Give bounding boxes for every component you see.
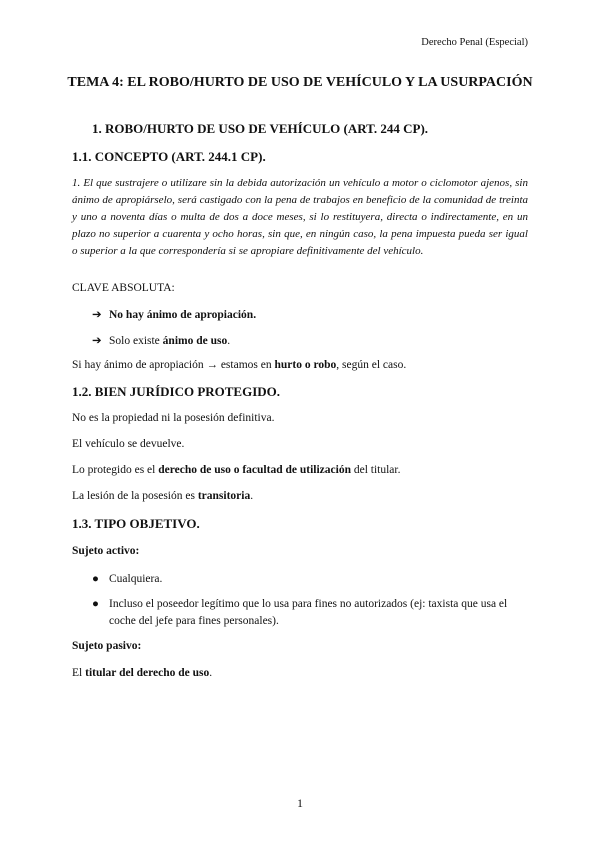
bullet-list-item: ● Cualquiera. [92, 571, 532, 588]
concepto-heading: 1.1. CONCEPTO (ART. 244.1 CP). [72, 149, 266, 164]
paragraph: El titular del derecho de uso. [72, 667, 213, 679]
running-header: Derecho Penal (Especial) [421, 37, 528, 48]
bien-juridico-heading: 1.2. BIEN JURÍDICO PROTEGIDO. [72, 384, 281, 399]
document-title: TEMA 4: EL ROBO/HURTO DE USO DE VEHÍCULO Y LA USURPACIÓN [67, 75, 533, 90]
arrow-list-item: ➔ Solo existe ánimo de uso. [92, 335, 231, 347]
arrow-list-item [92, 307, 256, 321]
clave-label: CLAVE ABSOLUTA: [72, 282, 175, 294]
bullet-list-item: ● Incluso el poseedor legítimo que lo usa para fines no autorizados (ej: taxista que usa el coche del jefe para fines personales). [92, 598, 508, 627]
tipo-objetivo-heading: 1.3. TIPO OBJETIVO. [72, 516, 200, 531]
arrow-right-icon: ➔ [92, 309, 102, 321]
arrow-right-icon: ➔ [92, 335, 102, 347]
sujeto-activo-label: Sujeto activo: [72, 545, 140, 557]
bullet-icon: ● [92, 598, 99, 610]
article-quote: 1. El que sustrajere o utilizare sin la debida autorización un vehículo a motor o ciclomotor ajenos, sin ánimo de apropiárselo, será castigado con la pena de trabajos en beneficio de la comunidad de treinta y uno a noventa días o multa de dos a doce meses, si lo restituyera, directa o indirectamente, en un plazo no superior a cuarenta y ocho horas, sin que, en ningún caso, la pena impuesta pueda ser igual o superior a la que correspondería si se apropiare definitivamente del vehículo. [72, 177, 528, 257]
sujeto-pasivo-label: Sujeto pasivo: [72, 640, 142, 652]
apropiacion-note: Si hay ánimo de apropiación → estamos en hurto o robo, según el caso. [72, 359, 407, 371]
section-heading-1: 1. ROBO/HURTO DE USO DE VEHÍCULO (ART. 244 CP). [92, 121, 429, 136]
item-text-bold: ánimo de uso [162, 335, 228, 347]
paragraph: No es la propiedad ni la posesión definitiva. [72, 412, 275, 424]
page-number: 1 [297, 796, 303, 810]
item-text: No hay ánimo de apropiación. [109, 309, 257, 321]
bullet-icon: ● [92, 573, 99, 585]
paragraph: Lo protegido es el derecho de uso o facultad de utilización del titular. [72, 464, 401, 476]
paragraph: El vehículo se devuelve. [72, 438, 185, 450]
paragraph: La lesión de la posesión es transitoria. [72, 490, 254, 502]
